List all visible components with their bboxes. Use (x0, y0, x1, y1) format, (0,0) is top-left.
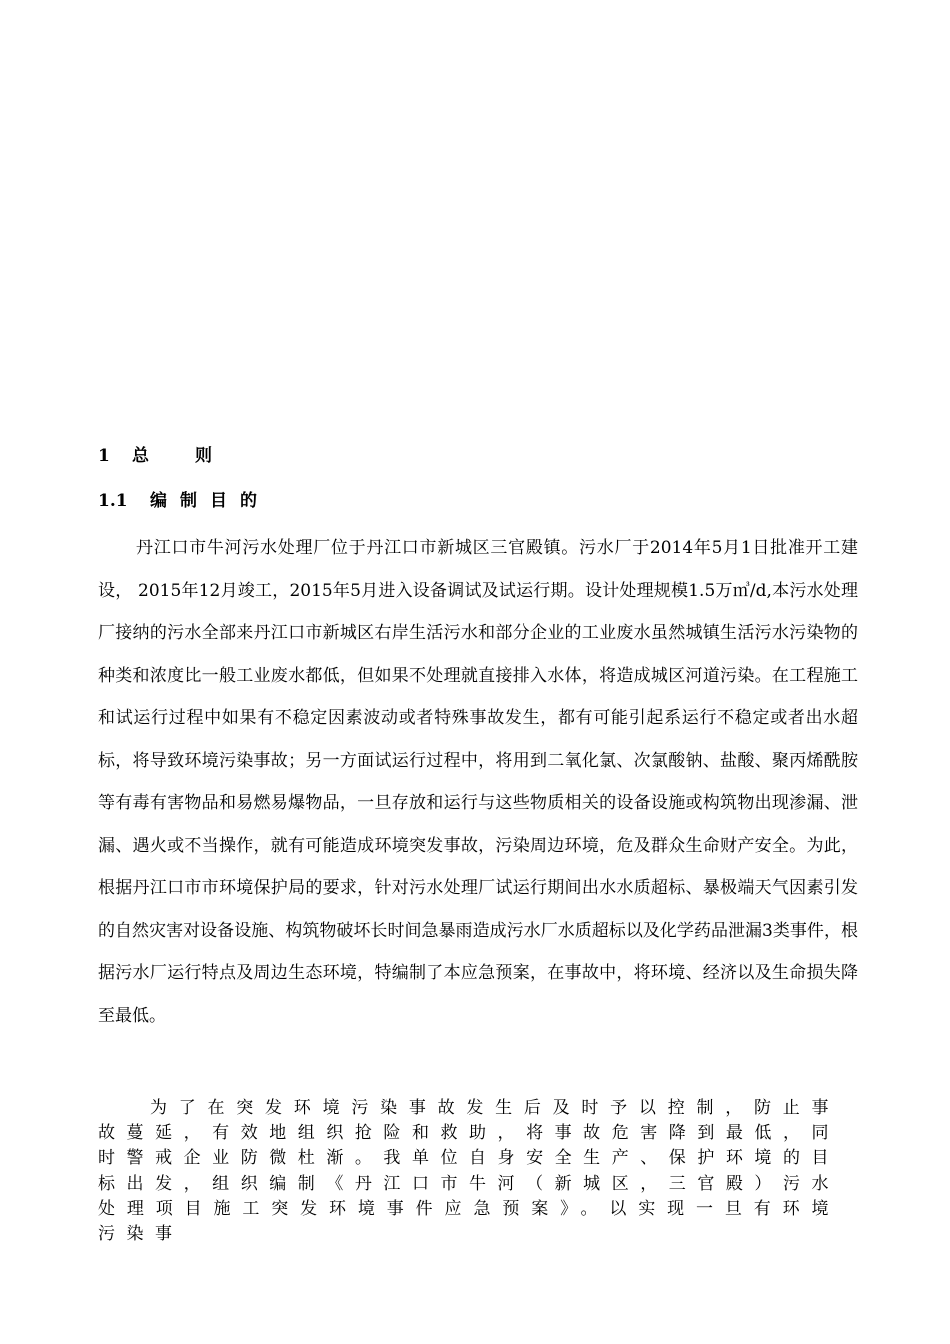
section-title: 总则 (132, 446, 258, 466)
section-heading (98, 443, 258, 469)
section-number: 1 (98, 446, 110, 466)
body-paragraph-2: 为了在突发环境污染事故发生后及时予以控制，防止事故蔓延，有效地组织抢险和救助，将事故危害降到最低，同时警戒企业防微杜渐。我单位自身安全生产、保护环境的目标出发，组织编制《丹江口市牛河（新城区，三官殿）污水处理项目施工突发环境事件应急预案》。以实现一旦有环境污染事 (98, 1098, 840, 1245)
subsection-number: 1.1 (98, 491, 128, 511)
body-paragraph-1: 丹江口市牛河污水处理厂位于丹江口市新城区三官殿镇。污水厂于2014年5月1日批准开工建设， 2015年12月竣工，2015年5月进入设备调试及试运行期。设计处理规模1.5万㎥/d,本污水处理厂接纳的污水全部来丹江口市新城区右岸生活污水和部分企业的工业废水虽然城镇生活污水污染物的种类和浓度比一般工业废水都低，但如果不处理就直接排入水体，将造成城区河道污染。在工程施工和试运行过程中如果有不稳定因素波动或者特殊事故发生，都有可能引起系运行不稳定或者出水超标，将导致环境污染事故；另一方面试运行过程中，将用到二氧化氯、次氯酸钠、盐酸、聚丙烯酰胺等有毒有害物品和易燃易爆物品，一旦存放和运行与这些物质相关的设备设施或构筑物出现渗漏、泄漏、遇火或不当操作，就有可能造成环境突发事故，污染周边环境，危及群众生命财产安全。为此，根据丹江口市市环境保护局的要求，针对污水处理厂试运行期间出水水质超标、暴极端天气因素引发的自然灾害对设备设施、构筑物破坏长时间急暴雨造成污水厂水质超标以及化学药品泄漏3类事件，根据污水厂运行特点及周边生态环境，特编制了本应急预案，在事故中，将环境、经济以及生命损失降至最低。 (98, 538, 858, 1026)
subsection-heading (98, 488, 270, 514)
subsection-title: 编制目的 (150, 491, 270, 511)
